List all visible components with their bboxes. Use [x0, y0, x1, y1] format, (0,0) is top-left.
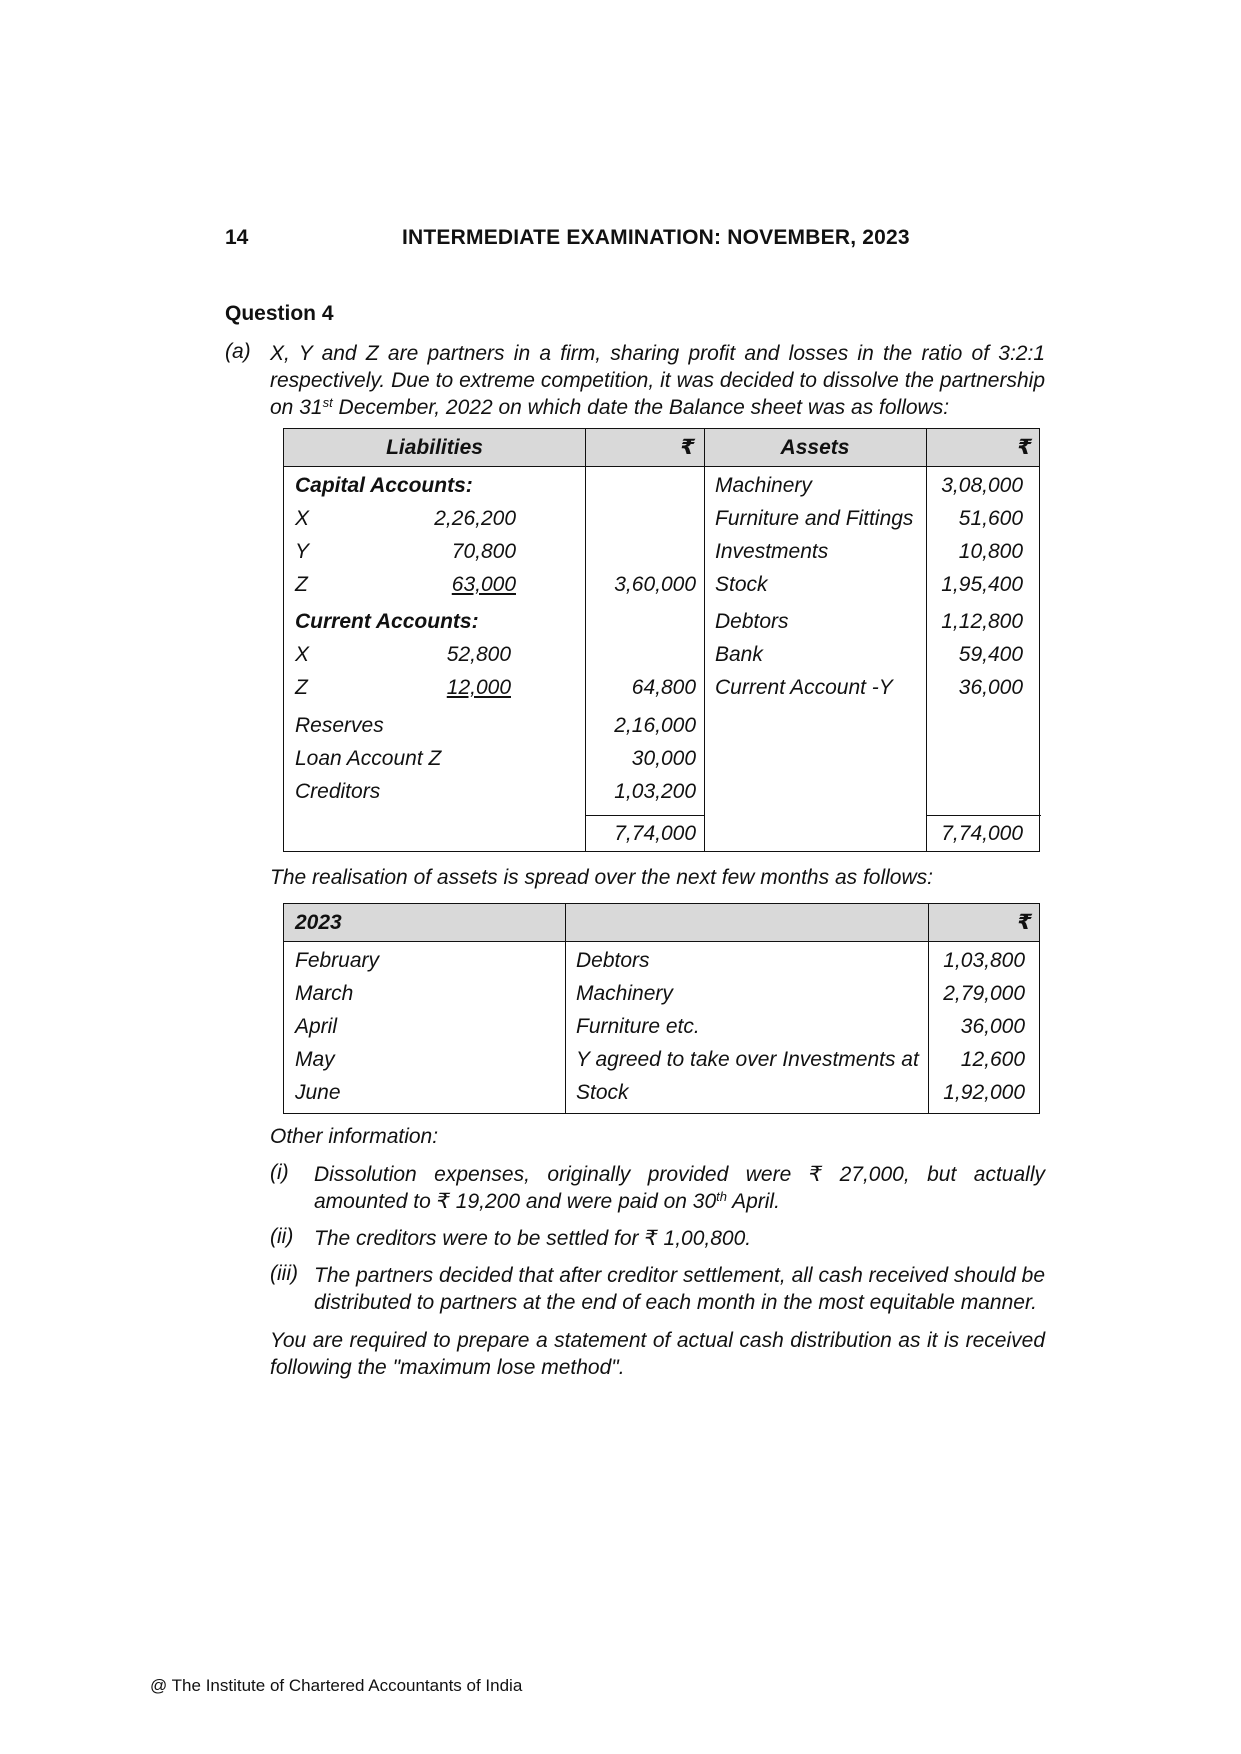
total-liabilities: 7,74,000 [614, 822, 696, 845]
capital-partner-name: Z [295, 573, 308, 596]
asset-name: Machinery [715, 474, 812, 497]
liability-amount: 1,03,200 [614, 780, 696, 803]
asset-name: Debtors [715, 610, 789, 633]
capital-partner-name: X [295, 507, 310, 530]
realisation-month: June [295, 1081, 341, 1104]
realisation-month: March [295, 982, 354, 1005]
liabilities-header: Liabilities [386, 436, 483, 459]
realisation-item: Machinery [576, 982, 673, 1005]
asset-amount: 36,000 [958, 676, 1023, 699]
realisation-intro: The realisation of assets is spread over the next few months as follows: [270, 866, 933, 889]
asset-amount: 3,08,000 [941, 474, 1023, 497]
capital-partner-name: Y [295, 540, 310, 563]
exam-title: INTERMEDIATE EXAMINATION: NOVEMBER, 2023 [402, 226, 910, 249]
current-partner-amount: 52,800 [446, 643, 511, 666]
realisation-amount: 1,92,000 [943, 1081, 1025, 1104]
capital-partner-amount: 63,000 [451, 573, 516, 596]
footer-text: @ The Institute of Chartered Accountants of India [150, 1676, 523, 1695]
page-number: 14 [225, 226, 249, 249]
realisation-amount: 2,79,000 [943, 982, 1025, 1005]
current-accounts-label: Current Accounts: [295, 610, 479, 633]
other-info-item: The partners decided that after creditor settlement, all cash received should be distributed to partners at the end of each month in the most equitable manner. [314, 1264, 1045, 1314]
realisation-header [284, 904, 1039, 942]
capital-total: 3,60,000 [614, 573, 696, 596]
realisation-month: April [295, 1015, 338, 1038]
total-assets: 7,74,000 [941, 822, 1023, 845]
rupee-header: ₹ [1017, 436, 1032, 459]
liability-name: Loan Account Z [295, 747, 442, 770]
realisation-month: May [295, 1048, 335, 1071]
asset-name: Investments [715, 540, 829, 563]
other-info-title: Other information: [270, 1125, 439, 1148]
liability-amount: 2,16,000 [614, 714, 696, 737]
asset-amount: 1,12,800 [941, 610, 1023, 633]
realisation-month: February [295, 949, 380, 972]
capital-accounts-label: Capital Accounts: [295, 474, 473, 497]
asset-name: Furniture and Fittings [715, 507, 914, 530]
requirement-text: You are required to prepare a statement of actual cash distribution as it is received following the "maximum lose method". [270, 1329, 1045, 1379]
asset-amount: 59,400 [958, 643, 1023, 666]
current-partner-amount: 12,000 [446, 676, 511, 699]
item-label: (ii) [270, 1225, 294, 1248]
rupee-header: ₹ [680, 436, 695, 459]
year-header: 2023 [295, 911, 342, 934]
current-total: 64,800 [631, 676, 696, 699]
rupee-header: ₹ [1017, 911, 1032, 934]
current-partner-name: X [295, 643, 310, 666]
liability-amount: 30,000 [631, 747, 696, 770]
realisation-amount: 36,000 [960, 1015, 1025, 1038]
assets-header: Assets [780, 436, 850, 459]
asset-amount: 1,95,400 [941, 573, 1023, 596]
question-title: Question 4 [225, 302, 334, 325]
asset-name: Bank [715, 643, 763, 666]
question-intro: X, Y and Z are partners in a firm, sharing profit and losses in the ratio of 3:2:1 respectively. Due to extreme competition, it was decided to dissolve the partnership on 31st December, 2022 on which date the Balance sheet was as follows: [270, 342, 1045, 419]
balance-sheet-table [283, 428, 1040, 852]
current-partner-name: Z [295, 676, 308, 699]
item-label: (iii) [270, 1262, 298, 1285]
part-label: (a) [225, 340, 251, 363]
asset-amount: 51,600 [958, 507, 1023, 530]
liability-name: Creditors [295, 780, 381, 803]
realisation-table [283, 903, 1040, 1114]
realisation-amount: 1,03,800 [943, 949, 1025, 972]
capital-partner-amount: 2,26,200 [434, 507, 516, 530]
asset-name: Stock [715, 573, 768, 596]
asset-amount: 10,800 [958, 540, 1023, 563]
other-info-item: The creditors were to be settled for ₹ 1,00,800. [314, 1227, 752, 1250]
other-info-item: Dissolution expenses, originally provided were ₹ 27,000, but actually amounted to ₹ 19,200 and were paid on 30th April. [314, 1163, 1045, 1213]
liability-name: Reserves [295, 714, 384, 737]
realisation-item: Debtors [576, 949, 650, 972]
item-label: (i) [270, 1161, 289, 1184]
realisation-item: Stock [576, 1081, 629, 1104]
capital-partner-amount: 70,800 [451, 540, 516, 563]
realisation-item: Furniture etc. [576, 1015, 700, 1038]
asset-name: Current Account -Y [715, 676, 893, 699]
realisation-item: Y agreed to take over Investments at [576, 1048, 919, 1071]
realisation-amount: 12,600 [960, 1048, 1025, 1071]
